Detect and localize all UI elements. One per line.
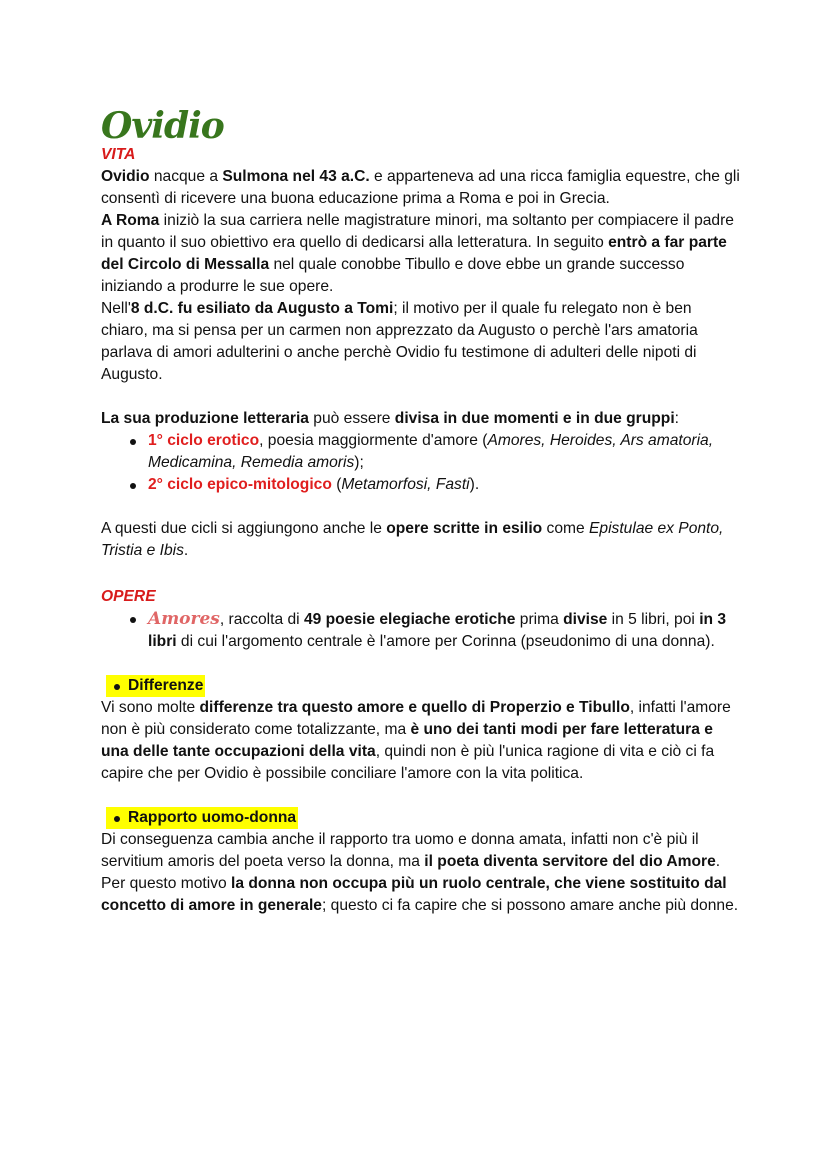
text-run: , quindi non è più l'unica ragione di vita e ciò ci fa capire che per Ovidio è possibile conciliare l'amore con la vita politica. xyxy=(101,743,715,782)
emphasized-text-run: Ovidio xyxy=(101,168,150,185)
paragraph-exile xyxy=(101,298,741,386)
document-page xyxy=(101,104,741,917)
text-run: nel quale conobbe Tibullo e dove ebbe un grande successo iniziando a produrre le sue opere. xyxy=(101,256,685,295)
paragraph-rapporto xyxy=(101,829,741,917)
text-run: : xyxy=(674,410,679,427)
list-item-amores xyxy=(101,608,741,653)
works-list xyxy=(101,608,741,653)
emphasized-text-run: divisa in due momenti e in due gruppi xyxy=(394,410,675,427)
emphasized-text-run: divise xyxy=(563,611,608,628)
emphasized-text-run: 2° ciclo epico-mitologico xyxy=(148,476,332,493)
emphasized-text-run: Amores xyxy=(148,609,220,629)
emphasized-text-run: Sulmona nel 43 a.C. xyxy=(222,168,370,185)
paragraph-differenze xyxy=(101,697,741,785)
emphasized-text-run: opere scritte in esilio xyxy=(386,520,543,537)
list-item-cycle-2 xyxy=(101,474,741,496)
paragraph-production xyxy=(101,408,741,430)
emphasized-text-run: in 3 libri xyxy=(148,611,727,650)
emphasized-text-run: La sua produzione letteraria xyxy=(101,410,309,427)
emphasized-text-run: Metamorfosi, Fasti xyxy=(341,476,470,493)
text-run: , poesia maggiormente d'amore ( xyxy=(259,432,488,449)
text-run: Vi sono molte xyxy=(101,699,200,716)
emphasized-text-run: Epistulae ex Ponto, Tristia e Ibis xyxy=(101,520,724,559)
emphasized-text-run: 8 d.C. fu esiliato da Augusto a Tomi xyxy=(130,300,394,317)
text-run: . Per questo motivo xyxy=(101,853,721,892)
text-run: ); xyxy=(354,454,364,471)
text-run: ; il motivo per il quale fu relegato non è ben chiaro, ma si pensa per un carmen non apprezzato da Augusto o perchè l'ars amatoria parlava di amori adulterini o anche perchè Ovidio fu testimone di adulteri delle nipoti di Augusto. xyxy=(101,300,698,383)
paragraph-birth xyxy=(101,166,741,210)
text-run: , raccolta di xyxy=(219,611,304,628)
section-heading-vita: VITA xyxy=(101,146,136,163)
highlighted-subheading-differenze: Differenze xyxy=(106,675,205,697)
emphasized-text-run: 49 poesie elegiache erotiche xyxy=(303,611,516,628)
text-run: A questi due cicli si aggiungono anche le xyxy=(101,520,387,537)
emphasized-text-run: 1° ciclo erotico xyxy=(148,432,260,449)
emphasized-text-run: Amores, Heroides, Ars amatoria, Medicamina, Remedia amoris xyxy=(148,432,714,471)
highlighted-subheading-rapporto: Rapporto uomo-donna xyxy=(106,807,298,829)
text-run: iniziò la sua carriera nelle magistrature minori, ma soltanto per compiacere il padre in quanto il suo obiettivo era quello di dedicarsi alla letteratura. In seguito xyxy=(101,212,734,251)
text-run: prima xyxy=(515,611,564,628)
paragraph-career xyxy=(101,210,741,298)
cycles-list xyxy=(101,430,741,496)
emphasized-text-run: A Roma xyxy=(101,212,160,229)
text-run: ). xyxy=(469,476,480,493)
text-run: ( xyxy=(331,476,342,493)
section-heading-opere: OPERE xyxy=(101,588,156,605)
emphasized-text-run: differenze tra questo amore e quello di Properzio e Tibullo xyxy=(199,699,630,716)
document-title: Ovidio xyxy=(101,105,224,147)
text-run: può essere xyxy=(308,410,395,427)
emphasized-text-run: la donna non occupa più un ruolo centrale, che viene sostituito dal concetto di amore in generale xyxy=(101,875,727,914)
text-run: . xyxy=(183,542,189,559)
text-run: in 5 libri, poi xyxy=(607,611,700,628)
paragraph-exile-works xyxy=(101,518,741,562)
emphasized-text-run: il poeta diventa servitore del dio Amore xyxy=(424,853,716,870)
text-run: Di conseguenza cambia anche il rapporto tra uomo e donna amata, infatti non c'è più il servitium amoris del poeta verso la donna, ma xyxy=(101,831,699,870)
text-run: Nell' xyxy=(101,300,131,317)
list-item-cycle-1 xyxy=(101,430,741,474)
text-run: di cui l'argomento centrale è l'amore per Corinna (pseudonimo di una donna). xyxy=(176,633,715,650)
text-run: come xyxy=(542,520,590,537)
text-run: nacque a xyxy=(149,168,223,185)
emphasized-text-run: entrò a far parte del Circolo di Messalla xyxy=(101,234,727,273)
text-run: , infatti l'amore non è più considerato come totalizzante, ma xyxy=(101,699,731,738)
text-run: e apparteneva ad una ricca famiglia equestre, che gli consentì di ricevere una buona educazione prima a Roma e poi in Grecia. xyxy=(101,168,740,207)
text-run: ; questo ci fa capire che si possono amare anche più donne. xyxy=(321,897,739,914)
emphasized-text-run: è uno dei tanti modi per fare letteratura e una delle tante occupazioni della vita xyxy=(101,721,713,760)
